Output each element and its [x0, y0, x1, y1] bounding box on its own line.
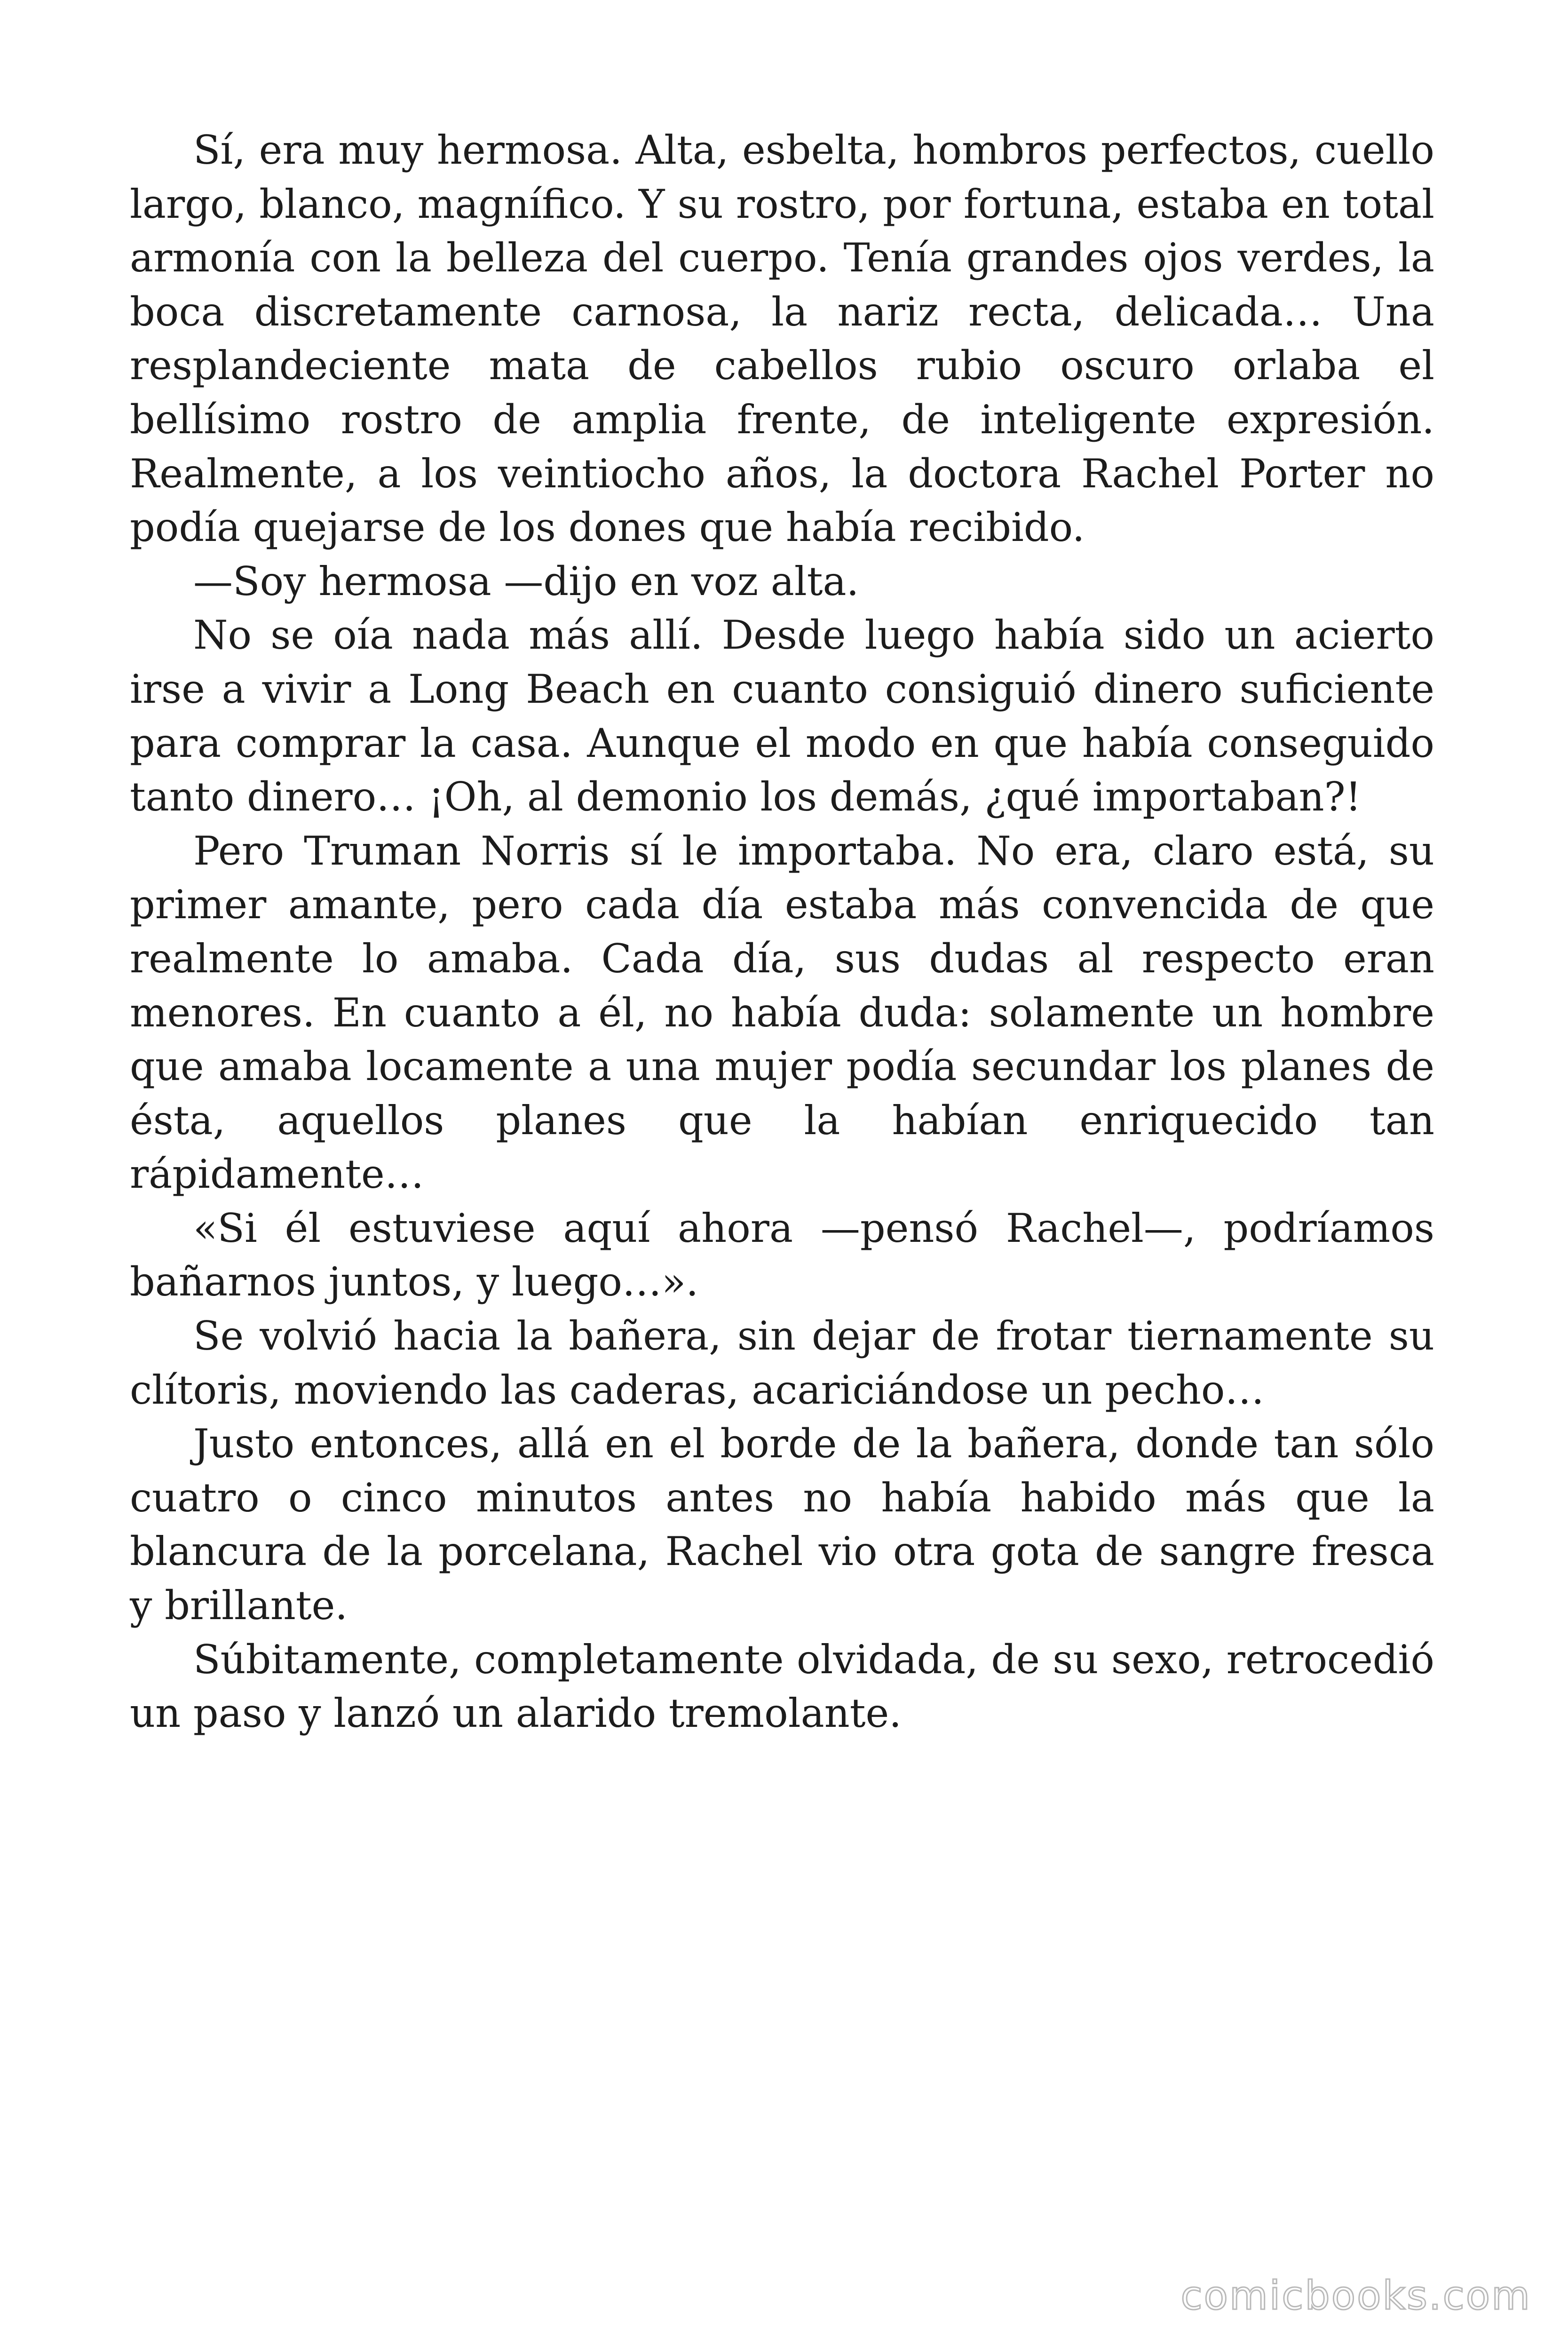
paragraph: «Si él estuviese aquí ahora —pensó Rachel—, podríamos bañarnos juntos, y luego…».	[130, 1205, 1434, 1305]
paragraph: —Soy hermosa —dijo en voz alta.	[193, 558, 859, 604]
paragraph: Súbitamente, completamente olvidada, de su sexo, retrocedió un paso y lanzó un alarido tremolante.	[130, 1636, 1434, 1737]
paragraph: Sí, era muy hermosa. Alta, esbelta, hombros perfectos, cuello largo, blanco, magnífico. Y su rostro, por fortuna, estaba en total armonía con la belleza del cuerpo. Tenía grandes ojos verdes, la boca discretamente carnosa, la nariz recta, delicada… Una resplandeciente mata de cabellos rubio oscuro orlaba el bellísimo rostro de amplia frente, de inteligente expresión. Realmente, a los veintiocho años, la doctora Rachel Porter no podía quejarse de los dones que había recibido.	[130, 127, 1434, 551]
body-text	[130, 123, 1434, 1740]
paragraph: No se oía nada más allí. Desde luego había sido un acierto irse a vivir a Long Beach en cuanto consiguió dinero suficiente para comprar la casa. Aunque el modo en que había conseguido tanto dinero… ¡Oh, al demonio los demás, ¿qué importaban?!	[130, 612, 1434, 820]
watermark: comicbooks.com	[1180, 2273, 1531, 2319]
paragraph: Justo entonces, allá en el borde de la bañera, donde tan sólo cuatro o cinco minutos antes no había habido más que la blancura de la porcelana, Rachel vio otra gota de sangre fresca y brillante.	[130, 1421, 1434, 1629]
paragraph: Pero Truman Norris sí le importaba. No era, claro está, su primer amante, pero cada día estaba más convencida de que realmente lo amaba. Cada día, sus dudas al respecto eran menores. En cuanto a él, no había duda: solamente un hombre que amaba locamente a una mujer podía secundar los planes de ésta, aquellos planes que la habían enriquecido tan rápidamente…	[130, 827, 1434, 1198]
paragraph: Se volvió hacia la bañera, sin dejar de frotar tiernamente su clítoris, moviendo las caderas, acariciándose un pecho…	[130, 1313, 1434, 1413]
